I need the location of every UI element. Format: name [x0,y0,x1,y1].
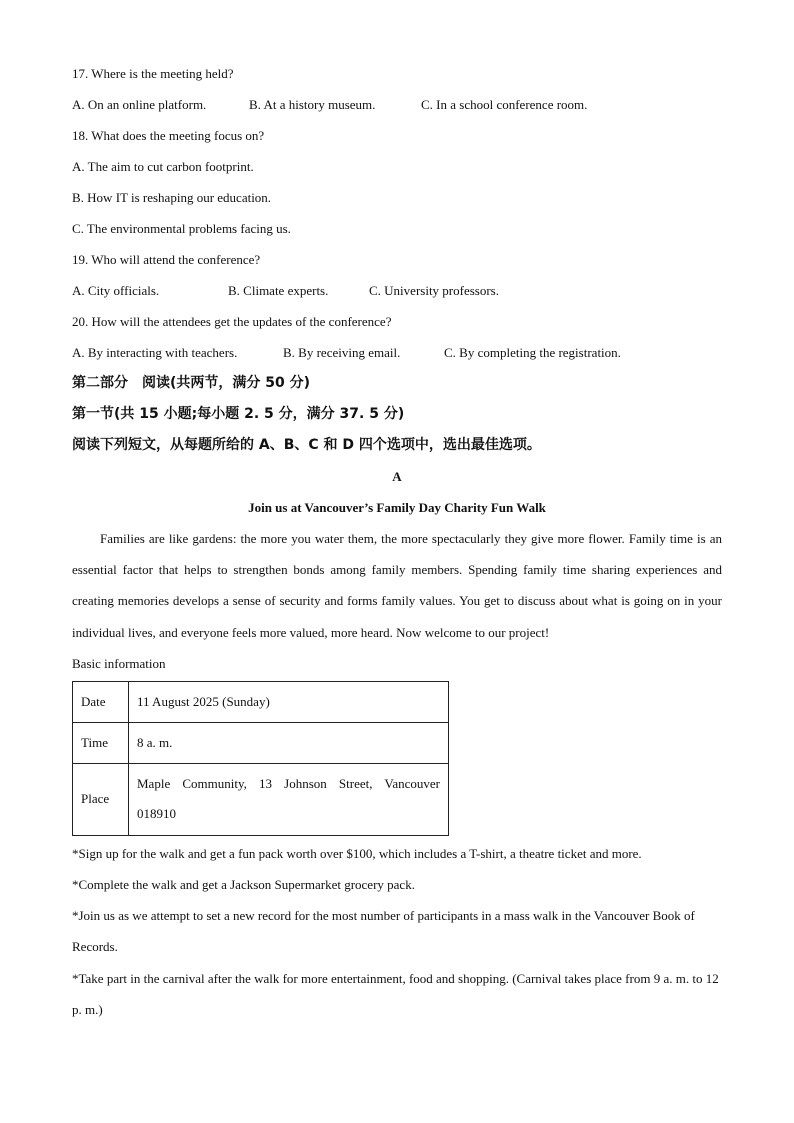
question-19: 19. Who will attend the conference? [72,252,261,267]
part-heading: 第二部分 阅读(共两节，满分 50 分) [72,375,311,391]
bullet-item: *Take part in the carnival after the walk for more entertainment, food and shopping. (Carnival takes place from 9 a. m. to 12 p. m.) [72,970,719,1017]
basic-info-label: Basic information [72,655,166,671]
question-20: 20. How will the attendees get the updates of the conference? [72,314,392,329]
question-19-options [72,275,722,306]
place-line-2: 018910 [137,806,176,822]
info-table [72,681,449,836]
passage-intro: Families are like gardens: the more you water them, the more spectacularly they give more flower. Family time is an essential factor that helps to strengthen bonds among family members. Spending family time sharing experiences and creating memories develops a sense of security and forms family values. You get to discuss about what is going on in your individual lives, and everyone feels more valued, more heard. Now welcome to our project! [72,531,722,640]
option-b: B. Climate experts. [228,283,329,298]
passage-title: Join us at Vancouver’s Family Day Charity Fun Walk [248,500,546,515]
section-heading: 第一节(共 15 小题;每小题 2. 5 分，满分 37. 5 分) [72,406,405,422]
place-label: Place [73,763,129,835]
bullet-item: *Complete the walk and get a Jackson Supermarket grocery pack. [72,877,415,893]
place-value [129,763,449,835]
exam-page [72,58,722,1025]
question-18: 18. What does the meeting focus on? [72,128,265,143]
table-row [73,722,449,763]
option-c: C. University professors. [369,283,499,298]
option-b: B. How IT is reshaping our education. [72,190,272,205]
option-c: C. The environmental problems facing us. [72,221,291,236]
passage-letter: A [392,469,402,484]
date-value: 11 August 2025 (Sunday) [129,681,449,722]
question-20-options [72,337,722,368]
place-line-1: Maple Community, 13 Johnson Street, Vancouver [137,776,440,792]
instruction: 阅读下列短文，从每题所给的 A、B、C 和 D 四个选项中，选出最佳选项。 [72,437,541,453]
option-a: A. The aim to cut carbon footprint. [72,159,254,174]
table-row [73,681,449,722]
date-label: Date [73,681,129,722]
option-c: C. In a school conference room. [421,97,588,112]
bullet-item: *Join us as we attempt to set a new record for the most number of participants in a mass walk in the Vancouver Book of Records. [72,908,695,955]
bullet-item: *Sign up for the walk and get a fun pack worth over $100, which includes a T-shirt, a theatre ticket and more. [72,845,642,861]
time-value: 8 a. m. [129,722,449,763]
question-17: 17. Where is the meeting held? [72,66,234,81]
table-row [73,763,449,835]
option-b: B. At a history museum. [249,97,376,112]
option-a: A. City officials. [72,283,160,298]
time-label: Time [73,722,129,763]
option-c: C. By completing the registration. [444,345,621,360]
option-b: B. By receiving email. [283,345,401,360]
question-17-options [72,89,722,120]
option-a: A. On an online platform. [72,97,207,112]
option-a: A. By interacting with teachers. [72,345,238,360]
bullet-list [72,838,722,1025]
